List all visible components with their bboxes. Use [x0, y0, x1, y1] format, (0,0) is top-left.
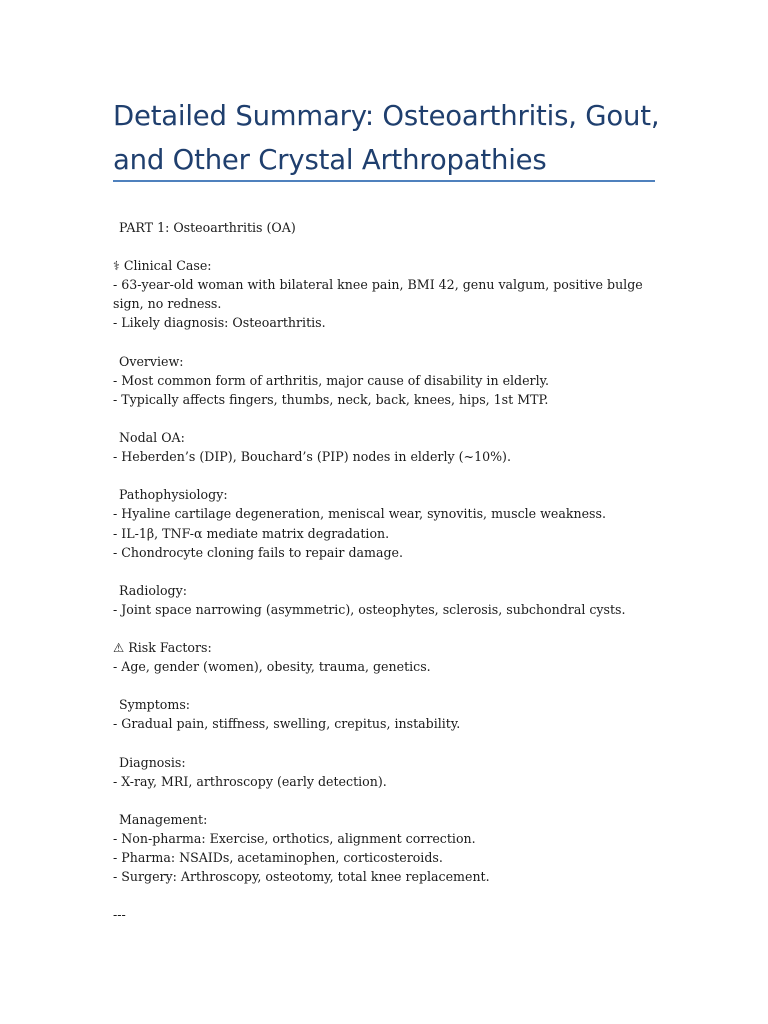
spacer [113, 619, 658, 638]
clinical-case-heading: ⚕ Clinical Case: [113, 258, 212, 274]
management-heading: Management: [119, 811, 208, 827]
overview-heading: Overview: [119, 353, 184, 369]
title-underline [113, 180, 655, 182]
spacer [113, 791, 658, 810]
nodal-oa-heading: Nodal OA: [119, 430, 185, 446]
spacer [113, 886, 658, 905]
document-title: Detailed Summary: Osteoarthritis, Gout, and Other Crystal Arthropathies [113, 100, 660, 176]
spacer [113, 734, 658, 753]
spacer [113, 676, 658, 695]
management-line: - Surgery: Arthroscopy, osteotomy, total knee replacement. [113, 869, 490, 885]
risk-factors-line: - Age, gender (women), obesity, trauma, genetics. [113, 659, 431, 675]
risk-factors-heading: ⚠ Risk Factors: [113, 640, 212, 656]
overview-line: - Typically affects fingers, thumbs, neck, back, knees, hips, 1st MTP. [113, 391, 549, 407]
spacer [113, 409, 658, 428]
overview-line: - Most common form of arthritis, major cause of disability in elderly. [113, 372, 550, 388]
section-separator: --- [113, 907, 126, 923]
radiology-line: - Joint space narrowing (asymmetric), osteophytes, sclerosis, subchondral cysts. [113, 601, 626, 617]
spacer [113, 562, 658, 581]
symptoms-line: - Gradual pain, stiffness, swelling, crepitus, instability. [113, 716, 461, 732]
document-body [113, 218, 658, 924]
pathophysiology-line: - Chondrocyte cloning fails to repair damage. [113, 544, 403, 560]
diagnosis-heading: Diagnosis: [119, 754, 186, 770]
nodal-oa-line: - Heberden’s (DIP), Bouchard’s (PIP) nodes in elderly (~10%). [113, 449, 511, 465]
spacer [113, 237, 658, 256]
symptoms-heading: Symptoms: [119, 697, 191, 713]
management-line: - Non-pharma: Exercise, orthotics, alignment correction. [113, 831, 476, 846]
pathophysiology-heading: Pathophysiology: [119, 487, 228, 503]
clinical-case-line: - 63-year-old woman with bilateral knee pain, BMI 42, genu valgum, positive bulge sign, no redness. [113, 277, 643, 312]
part-heading: PART 1: Osteoarthritis (OA) [119, 220, 296, 235]
clinical-case-line: - Likely diagnosis: Osteoarthritis. [113, 315, 326, 331]
spacer [113, 333, 658, 352]
spacer [113, 466, 658, 485]
pathophysiology-line: - IL-1β, TNF-α mediate matrix degradation. [113, 525, 390, 541]
diagnosis-line: - X-ray, MRI, arthroscopy (early detection). [113, 773, 387, 789]
pathophysiology-line: - Hyaline cartilage degeneration, meniscal wear, synovitis, muscle weakness. [113, 506, 606, 522]
radiology-heading: Radiology: [119, 582, 187, 598]
management-line: - Pharma: NSAIDs, acetaminophen, corticosteroids. [113, 850, 443, 866]
